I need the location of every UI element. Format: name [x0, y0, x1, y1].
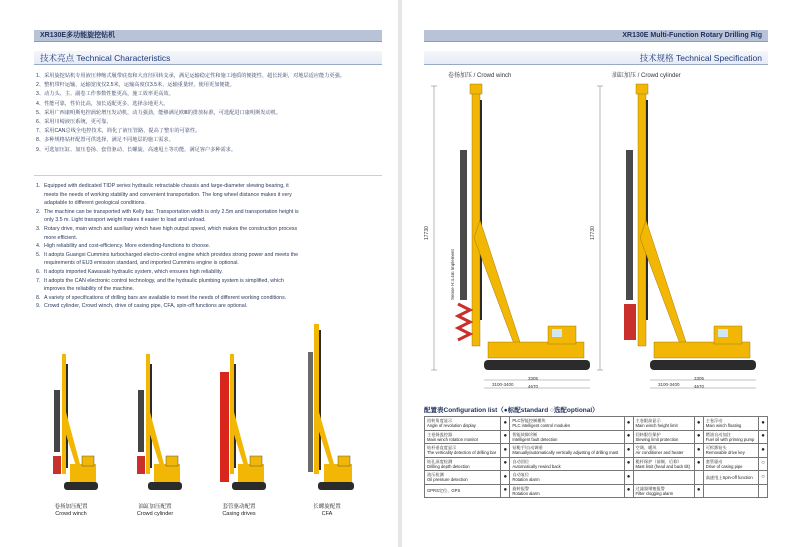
item-text: It adopts Guangxi Cummins turbocharged electro-control engine which provides strong power and meets the — [44, 251, 299, 258]
characteristic-cn-item: 4、性能可靠，性价比高，加长适配更多，选择余地更大。 — [36, 100, 169, 107]
characteristic-en-line — [36, 277, 366, 286]
config-mark: ● — [501, 457, 510, 471]
config-item: 可拆卸钻头 Removable drive key — [703, 444, 758, 458]
item-number: 7. — [36, 277, 41, 284]
rig-crowd-cylinder — [124, 352, 186, 502]
config-item — [703, 484, 758, 498]
item-number: 6. — [36, 268, 41, 275]
config-mark: ● — [624, 457, 633, 471]
item-number: 3. — [36, 225, 41, 232]
config-mark: ● — [624, 471, 633, 485]
drawing-label-crowd-winch: 卷扬加压 / Crowd winch — [448, 73, 512, 79]
rig-caption-cn: 套管驱动配置 — [222, 504, 256, 510]
config-item: 自动复位 Rotation alarm — [510, 471, 624, 485]
config-item: 主卷限高显示 Main winch height limit — [633, 417, 694, 431]
rig-caption-en: Crowd winch — [55, 511, 87, 517]
config-item: 钻孔深度检测 Drilling depth detection — [425, 457, 501, 471]
characteristic-en-line — [36, 225, 366, 234]
config-mark: ○ — [759, 471, 768, 485]
characteristic-en-item — [36, 302, 366, 311]
characteristic-cn-item: 2、整机带杆运输，运输宽度仅2.5米，运输高度仅3.5米，运输重量轻，使用更加便捷。 — [36, 82, 235, 89]
left-header-bar: XR130E多功能旋挖钻机 — [34, 30, 382, 42]
characteristic-en-line — [36, 216, 366, 225]
characteristic-cn-item: 1、采用旋挖钻机专用液压伸缩式履带底盘和大直径回转支承，满足运输稳定性和施工地质的便捷性，超长轮距，对地层适应能力更强。 — [36, 73, 345, 79]
config-item: 套管驱动 Drive of casing pipe — [703, 457, 758, 471]
config-mark: ● — [759, 444, 768, 458]
characteristic-en-item — [36, 225, 366, 242]
characteristic-cn-item: 7、采用CAN总线全电控技术，简化了液压管路，提高了整车的可靠性。 — [36, 128, 201, 135]
config-mark: ● — [624, 444, 633, 458]
characteristic-en-item — [36, 242, 366, 251]
characteristic-cn-item: 8、多种规格钻杆配置可供选择，满足不同地层的施工需求。 — [36, 137, 174, 144]
characteristic-cn-item: 9、可选加压缸、加压卷扬、套管驱动、长螺旋、高速甩土等功能，满足客户多种需求。 — [36, 146, 237, 153]
item-text: A variety of specifications of drilling bars are available to meet the needs of different working conditions. — [44, 294, 287, 301]
config-item: 智能故障诊断 Intelligent fault detection — [510, 430, 624, 444]
config-item: 旋转报警 Rotation alarm — [510, 484, 624, 498]
config-mark: ● — [501, 417, 510, 431]
rig-caption-en: Casing drives — [222, 511, 256, 517]
item-text: It adopts imported Kawasaki hydraulic system, which ensures high reliability. — [44, 268, 223, 275]
characteristic-en-item — [36, 251, 366, 268]
characteristic-en-item — [36, 268, 366, 277]
dim-depth-1: Sense H:4.4m Implement — [450, 249, 455, 300]
item-text: Crowd cylinder, Crowd winch, drive of casing pipe, CFA, spin-off functions are optional. — [44, 303, 248, 310]
characteristic-en-line — [36, 268, 366, 277]
dim-height-1: 17730 — [424, 226, 430, 240]
item-text: Equipped with dedicated TIDP series hydraulic retractable chassis and large-diameter slewing bearing, it — [44, 183, 289, 189]
characteristic-en-line — [36, 259, 366, 268]
rig-caption-en: Crowd cylinder — [136, 511, 174, 517]
rig-cfa — [296, 322, 358, 502]
item-number: 8. — [36, 294, 41, 301]
characteristic-en-item — [36, 182, 366, 208]
rig-caption-en: CFA — [321, 511, 333, 517]
rig-crowd-winch — [40, 352, 102, 502]
config-mark — [759, 484, 768, 498]
config-mark: ● — [501, 430, 510, 444]
config-item: 钻桅手/自动调垂 Manually/automatically vertically adjusting of drilling mast — [510, 444, 624, 458]
item-text: adaptable to different geological conditions. — [44, 200, 146, 207]
left-page — [0, 0, 398, 547]
characteristic-cn-item: 6、采用川崎液压系统，更可靠。 — [36, 119, 112, 126]
item-number: 1. — [36, 183, 41, 189]
characteristic-en-line — [36, 302, 366, 311]
characteristic-en-item — [36, 294, 366, 303]
dim-base-2b: 3305 — [694, 376, 705, 381]
drawing-label-crowd-cylinder: 油缸加压 / Crowd cylinder — [612, 73, 681, 79]
config-mark: ● — [501, 444, 510, 458]
spec-drawing-crowd-winch — [428, 80, 598, 400]
rig-caption-cn: 长螺旋配置 — [313, 504, 341, 510]
characteristics-title: 技术亮点 Technical Characteristics — [34, 51, 382, 65]
characteristic-en-line — [36, 294, 366, 303]
config-row — [425, 457, 768, 471]
config-mark: ● — [694, 417, 703, 431]
dim-base-1a: 3100-3400 — [492, 382, 514, 387]
characteristic-en-line — [36, 191, 366, 200]
right-page — [402, 0, 800, 547]
item-text: Rotary drive, main winch and auxiliary winch have high output speed, which makes the construction process — [44, 225, 298, 232]
item-text: meets the needs of working stability and convenient transportation. The long wheel distance makes it very — [44, 191, 292, 198]
dim-base-1c: 4670 — [528, 384, 539, 389]
config-item: 油压检测 Oil pressure detection — [425, 471, 501, 485]
config-row — [425, 471, 768, 485]
rig-caption-cn: 油缸加压配置 — [138, 504, 172, 510]
characteristic-en-item — [36, 208, 366, 225]
config-item: 高速甩土Spin-off function — [703, 471, 758, 485]
config-row — [425, 484, 768, 498]
characteristic-en-item — [36, 277, 366, 294]
specification-title: 技术规格 Technical Specification — [424, 51, 768, 65]
dim-base-1b: 3305 — [528, 376, 539, 381]
characteristic-en-line — [36, 182, 366, 191]
rig-casing-drives — [208, 352, 270, 502]
config-row — [425, 417, 768, 431]
rig-caption-3 — [204, 504, 274, 518]
config-mark: ● — [759, 430, 768, 444]
list-divider — [34, 175, 382, 176]
characteristic-en-line — [36, 251, 366, 260]
config-item — [633, 471, 694, 485]
characteristics-cn-list — [36, 72, 366, 155]
characteristic-cn-item: 3、动力头、主、副卷工作参数性能更高，施工效率更高效。 — [36, 91, 174, 98]
characteristic-en-line — [36, 285, 366, 294]
item-text: requirements of EU3 emission standard, and imported Cummins engine is optional. — [44, 260, 239, 267]
item-number: 9. — [36, 303, 41, 310]
item-number: 5. — [36, 251, 41, 258]
config-mark: ● — [694, 484, 703, 498]
config-item: 主卷浮动 Main winch floating — [703, 417, 758, 431]
config-mark: ● — [501, 484, 510, 498]
config-item: 燃油自动加注 Fuel oil with priming pump — [703, 430, 758, 444]
item-text: The machine can be transported with Kelly bar. Transportation width is only 2.5m and transportation height is — [44, 208, 299, 215]
characteristic-en-line — [36, 199, 366, 208]
config-list-title: 配置表Configuration list（●标配standard ○选配optional） — [424, 407, 599, 414]
config-mark: ● — [624, 484, 633, 498]
item-text: only 3.5 m. Light transport weight makes it easier to load and unload. — [44, 217, 206, 224]
config-mark: ● — [624, 430, 633, 444]
config-mark: ● — [694, 430, 703, 444]
characteristic-en-line — [36, 208, 366, 217]
rig-caption-4 — [292, 504, 362, 518]
config-item: 主卷扬监控器 Main winch rotation monitor — [425, 430, 501, 444]
config-row — [425, 444, 768, 458]
item-text: It adopts the CAN electronic control technology, and the hydraulic plumbing system is simplified, which — [44, 277, 284, 284]
characteristic-cn-item: 5、采用广西康明斯电控涡轮增压发动机，动力强劲，能够满足欧Ⅲ的排放标准，可选配进口康明斯发动机。 — [36, 109, 282, 116]
config-mark: ● — [624, 417, 633, 431]
config-mark: ○ — [759, 457, 768, 471]
dim-base-2a: 3100-3400 — [658, 382, 680, 387]
item-number: 4. — [36, 243, 41, 250]
item-text: High reliability and cost-efficiency. More extending-functions to choose. — [44, 243, 211, 250]
config-mark — [694, 471, 703, 485]
characteristics-en-list — [36, 182, 366, 311]
config-item: PLC智能控制模块 PLC intelligent control modules — [510, 417, 624, 431]
config-item: 回转角度显示 Angle of revolution display — [425, 417, 501, 431]
right-header-bar: XR130E Multi-Function Rotary Drilling Rig — [424, 30, 768, 42]
characteristic-en-line — [36, 234, 366, 243]
item-text: improves the reliability of the machine. — [44, 286, 135, 293]
config-mark: ● — [694, 444, 703, 458]
characteristic-en-line — [36, 242, 366, 251]
config-item: 过滤器堵塞报警 Filter clogging alarm — [633, 484, 694, 498]
config-mark: ● — [759, 417, 768, 431]
rig-caption-2 — [120, 504, 190, 518]
config-mark: ● — [694, 457, 703, 471]
config-mark: ● — [501, 471, 510, 485]
configuration-table — [424, 416, 768, 498]
config-item: 自动回位 Automatically rewind back — [510, 457, 624, 471]
dim-height-2: 17730 — [590, 226, 596, 240]
dim-base-2c: 4670 — [694, 384, 705, 389]
config-item: 回转限位保护 Slewing limit protection — [633, 430, 694, 444]
item-number: 2. — [36, 208, 41, 215]
rig-caption-1 — [36, 504, 106, 518]
spec-drawing-crowd-cylinder — [594, 80, 764, 400]
config-item: GPRS定位、GPS — [425, 484, 501, 498]
item-text: more efficient. — [44, 234, 78, 241]
config-row — [425, 430, 768, 444]
rig-caption-cn: 卷扬加压配置 — [54, 504, 88, 510]
config-item: 钻杆垂直度显示 The verticality detection of drilling bar — [425, 444, 501, 458]
config-item: 空调、暖风 Air conditioner and heater — [633, 444, 694, 458]
config-item: 桅杆保护（前倾、后仰） Mast limit (head and back tilt) — [633, 457, 694, 471]
